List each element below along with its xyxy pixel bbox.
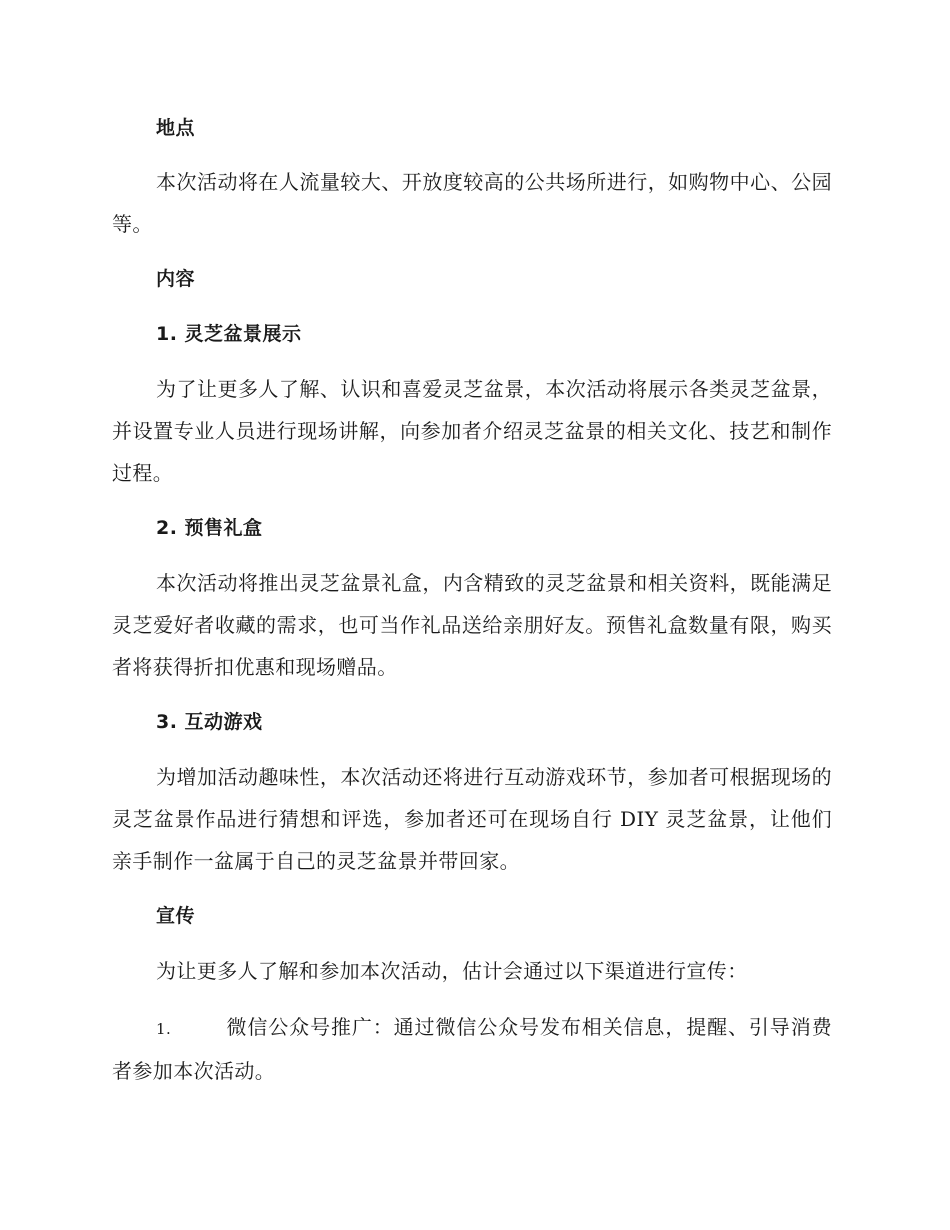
heading-promotion: 宣传 — [156, 905, 196, 927]
heading-content: 内容 — [156, 268, 196, 290]
paragraph-promotion-intro: 为让更多人了解和参加本次活动，估计会通过以下渠道进行宣传： — [156, 959, 748, 983]
subheading-interactive-game: 3. 互动游戏 — [156, 711, 263, 733]
subheading-presale-giftbox: 2. 预售礼盒 — [156, 517, 263, 539]
paragraph-bonsai-display: 为了让更多人了解、认识和喜爱灵芝盆景，本次活动将展示各类灵芝盆景，并设置专业人员进行现场讲解，向参加者介绍灵芝盆景的相关文化、技艺和制作过程。 — [112, 377, 832, 485]
paragraph-location: 本次活动将在人流量较大、开放度较高的公共场所进行，如购物中心、公园等。 — [112, 170, 832, 236]
paragraph-presale-giftbox: 本次活动将推出灵芝盆景礼盒，内含精致的灵芝盆景和相关资料，既能满足灵芝爱好者收藏的需求，也可当作礼品送给亲朋好友。预售礼盒数量有限，购买者将获得折扣优惠和现场赠品。 — [112, 571, 832, 679]
list-item — [112, 1006, 832, 1092]
list-item-text: 微信公众号推广：通过微信公众号发布相关信息，提醒、引导消费者参加本次活动。 — [112, 1015, 832, 1083]
list-item-number: 1. — [156, 1020, 172, 1038]
subheading-bonsai-display: 1. 灵芝盆景展示 — [156, 323, 302, 345]
paragraph-interactive-game: 为增加活动趣味性，本次活动还将进行互动游戏环节，参加者可根据现场的灵芝盆景作品进行猜想和评选，参加者还可在现场自行 DIY 灵芝盆景，让他们亲手制作一盆属于自己的灵芝盆景并带回家。 — [112, 765, 832, 873]
heading-location: 地点 — [156, 117, 196, 139]
